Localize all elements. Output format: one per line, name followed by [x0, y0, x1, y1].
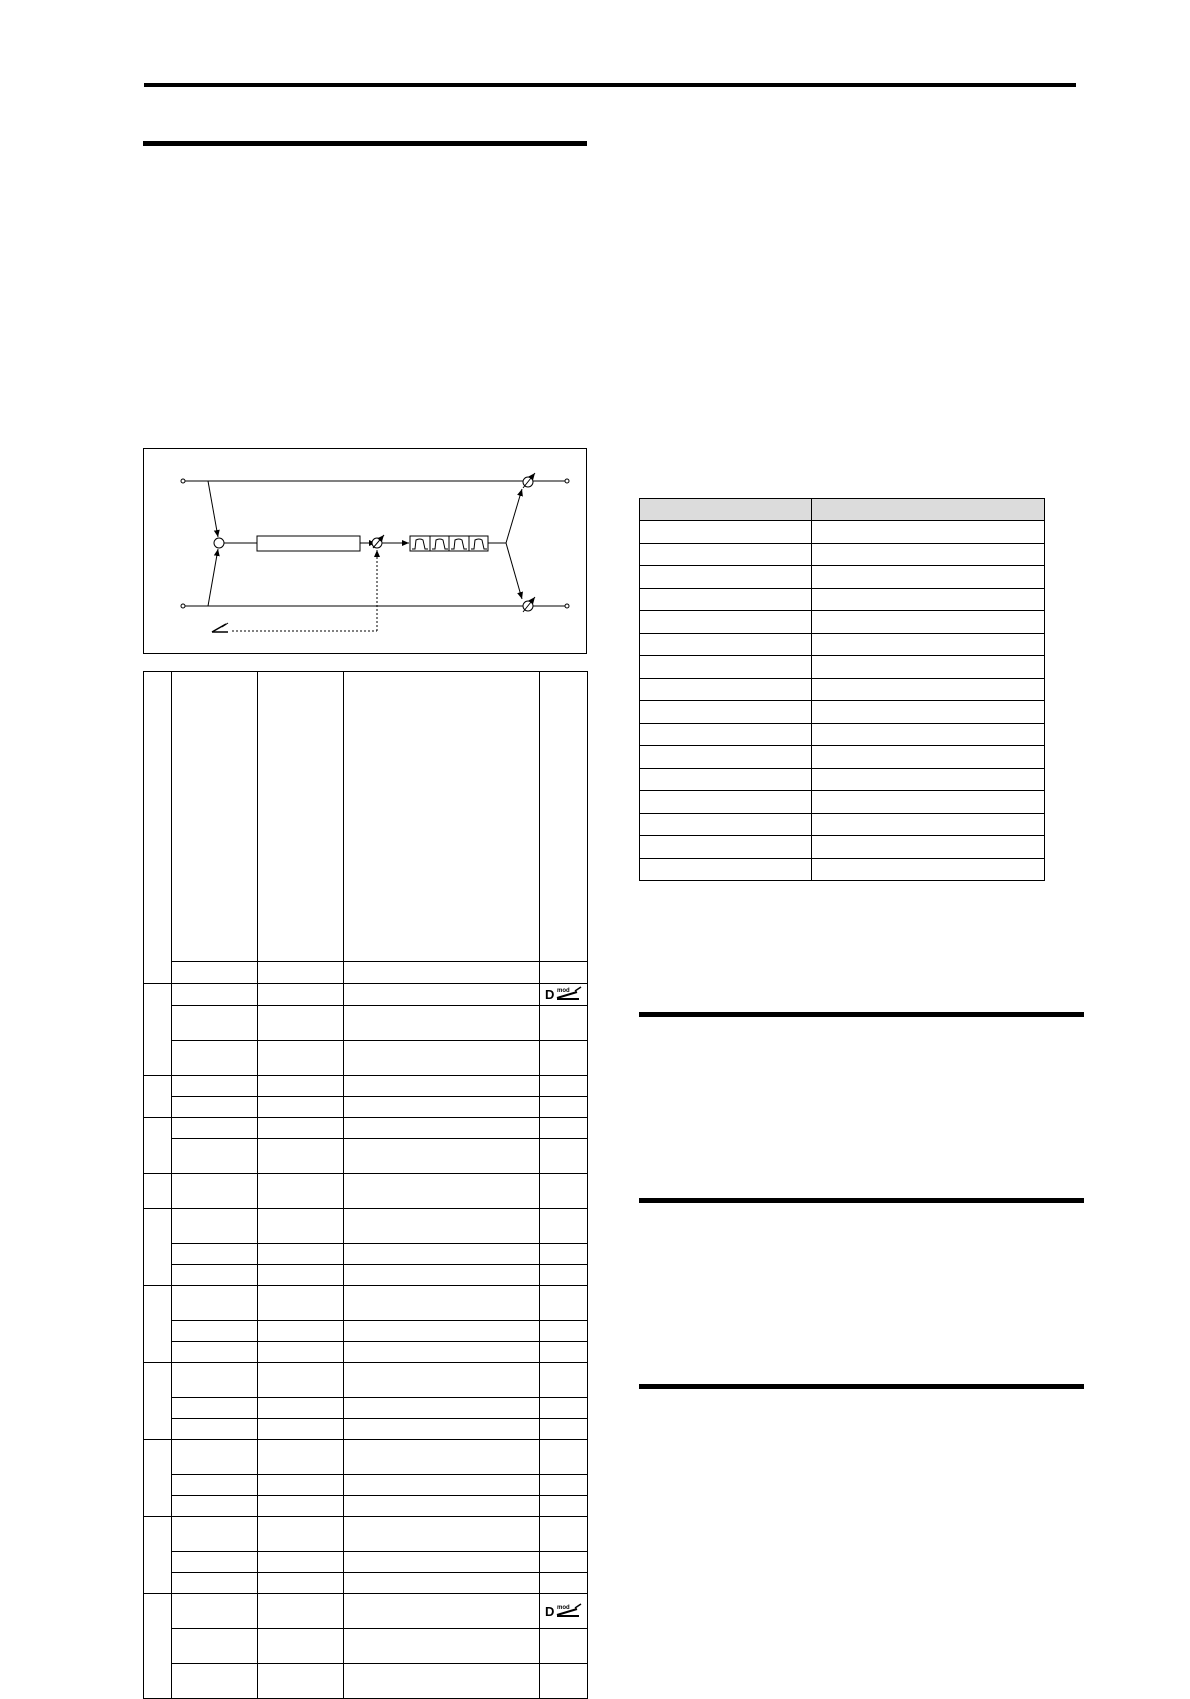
- param-desc-cell: [344, 1629, 540, 1664]
- table-row: [144, 1496, 588, 1517]
- param-name-cell: [172, 1076, 258, 1097]
- value-key-cell: [640, 633, 812, 656]
- param-mod-cell: [540, 1496, 588, 1517]
- param-name-cell: [172, 1594, 258, 1629]
- param-desc-cell: [344, 1475, 540, 1496]
- param-mod-cell: [540, 672, 588, 962]
- param-range-cell: [258, 1475, 344, 1496]
- param-range-cell: [258, 962, 344, 984]
- svg-text:mod: mod: [556, 1604, 570, 1611]
- table-row: [144, 1174, 588, 1209]
- group-cell: [144, 1076, 172, 1118]
- param-desc-cell: [344, 1664, 540, 1699]
- dmod-icon: [545, 985, 583, 1001]
- param-desc-cell: [344, 1076, 540, 1097]
- group-cell: [144, 1440, 172, 1517]
- param-name-cell: [172, 1664, 258, 1699]
- param-mod-cell: [540, 1629, 588, 1664]
- param-mod-cell: [540, 1475, 588, 1496]
- value-cell: [812, 791, 1045, 814]
- param-name-cell: [172, 1363, 258, 1398]
- param-mod-cell: [540, 1118, 588, 1139]
- value-cell: [812, 746, 1045, 769]
- value-cell: [812, 588, 1045, 611]
- table-row: [144, 672, 588, 962]
- param-range-cell: [258, 1097, 344, 1118]
- svg-text:D: D: [544, 987, 554, 1001]
- value-key-cell: [640, 858, 812, 881]
- param-mod-cell: [540, 1517, 588, 1552]
- param-name-cell: [172, 1419, 258, 1440]
- param-name-cell: [172, 1475, 258, 1496]
- table-row: [144, 1076, 588, 1097]
- param-mod-cell: [540, 1097, 588, 1118]
- value-cell: [812, 521, 1045, 544]
- param-desc-cell: [344, 1321, 540, 1342]
- value-key-cell: [640, 836, 812, 859]
- table-row: [640, 791, 1045, 814]
- table-row: [144, 1342, 588, 1363]
- table-row: [640, 701, 1045, 724]
- param-desc-cell: [344, 984, 540, 1006]
- value-cell: [812, 543, 1045, 566]
- param-range-cell: [258, 1321, 344, 1342]
- param-mod-cell: [540, 1006, 588, 1041]
- param-mod-cell: [540, 1594, 588, 1629]
- param-range-cell: [258, 1496, 344, 1517]
- param-range-cell: [258, 1573, 344, 1594]
- group-cell: [144, 1594, 172, 1699]
- param-mod-cell: [540, 1174, 588, 1209]
- table-row: [640, 858, 1045, 881]
- param-mod-cell: [540, 1573, 588, 1594]
- table-row: [144, 1398, 588, 1419]
- value-key-cell: [640, 656, 812, 679]
- table-row: [144, 1118, 588, 1139]
- param-desc-cell: [344, 1118, 540, 1139]
- table-row: [640, 543, 1045, 566]
- param-range-cell: [258, 1363, 344, 1398]
- param-name-cell: [172, 1139, 258, 1174]
- param-mod-cell: [540, 1321, 588, 1342]
- param-name-cell: [172, 1286, 258, 1321]
- param-name-cell: [172, 984, 258, 1006]
- table-row: [144, 1097, 588, 1118]
- param-desc-cell: [344, 1363, 540, 1398]
- output-l-terminal: [565, 479, 569, 483]
- param-name-cell: [172, 1244, 258, 1265]
- param-desc-cell: [344, 1573, 540, 1594]
- table-row: [144, 1440, 588, 1475]
- value-cell: [812, 723, 1045, 746]
- table-row: [640, 678, 1045, 701]
- block-diagram: [143, 448, 587, 654]
- value-cell: [812, 858, 1045, 881]
- table-row: [640, 566, 1045, 589]
- param-mod-cell: [540, 962, 588, 984]
- param-mod-cell: [540, 1664, 588, 1699]
- param-mod-cell: [540, 1265, 588, 1286]
- param-range-cell: [258, 1419, 344, 1440]
- modulation-source-icon: [212, 623, 228, 632]
- value-cell: [812, 836, 1045, 859]
- group-cell: [144, 1363, 172, 1440]
- param-range-cell: [258, 1594, 344, 1629]
- param-name-cell: [172, 1440, 258, 1475]
- group-cell: [144, 1286, 172, 1363]
- param-desc-cell: [344, 1174, 540, 1209]
- param-desc-cell: [344, 1286, 540, 1321]
- param-desc-cell: [344, 1496, 540, 1517]
- table-header-row: [640, 499, 1045, 521]
- value-cell: [812, 768, 1045, 791]
- table-row: [144, 1475, 588, 1496]
- param-range-cell: [258, 1265, 344, 1286]
- param-range-cell: [258, 1552, 344, 1573]
- param-range-cell: [258, 1139, 344, 1174]
- table-row: [144, 1006, 588, 1041]
- param-desc-cell: [344, 1517, 540, 1552]
- section-heading-rule: [143, 141, 587, 146]
- param-range-cell: [258, 1342, 344, 1363]
- param-desc-cell: [344, 1139, 540, 1174]
- param-desc-cell: [344, 1440, 540, 1475]
- value-key-cell: [640, 701, 812, 724]
- table-row: [144, 1363, 588, 1398]
- section-heading-rule: [639, 1384, 1084, 1389]
- summing-node: [214, 538, 224, 548]
- param-range-cell: [258, 1118, 344, 1139]
- section-heading-rule: [639, 1012, 1084, 1017]
- param-name-cell: [172, 962, 258, 984]
- svg-text:mod: mod: [556, 988, 570, 994]
- group-cell: [144, 1174, 172, 1209]
- effect-block: [257, 536, 360, 551]
- param-mod-cell: [540, 1076, 588, 1097]
- param-name-cell: [172, 1209, 258, 1244]
- param-range-cell: [258, 1244, 344, 1265]
- param-mod-cell: [540, 1041, 588, 1076]
- table-row: [144, 1552, 588, 1573]
- table-row: [640, 611, 1045, 634]
- param-desc-cell: [344, 1244, 540, 1265]
- value-key-cell: [640, 768, 812, 791]
- param-desc-cell: [344, 1419, 540, 1440]
- param-range-cell: [258, 1664, 344, 1699]
- param-desc-cell: [344, 1041, 540, 1076]
- param-range-cell: [258, 1041, 344, 1076]
- param-mod-cell: [540, 1363, 588, 1398]
- param-range-cell: [258, 1209, 344, 1244]
- param-range-cell: [258, 1629, 344, 1664]
- param-desc-cell: [344, 1398, 540, 1419]
- value-key-cell: [640, 543, 812, 566]
- group-cell: [144, 1209, 172, 1286]
- param-mod-cell: [540, 1419, 588, 1440]
- param-name-cell: [172, 1398, 258, 1419]
- input-r-terminal: [181, 604, 185, 608]
- param-desc-cell: [344, 1097, 540, 1118]
- table-row: [144, 962, 588, 984]
- param-desc-cell: [344, 1342, 540, 1363]
- param-name-cell: [172, 1552, 258, 1573]
- group-cell: [144, 984, 172, 1076]
- table-row: [640, 723, 1045, 746]
- table-row: [144, 1286, 588, 1321]
- value-cell: [812, 813, 1045, 836]
- param-mod-cell: [540, 1139, 588, 1174]
- table-row: [144, 1265, 588, 1286]
- dmod-icon: [545, 1602, 583, 1618]
- param-range-cell: [258, 1398, 344, 1419]
- param-mod-cell: [540, 1286, 588, 1321]
- table-row: [640, 633, 1045, 656]
- value-key-cell: [640, 813, 812, 836]
- table-row: [640, 768, 1045, 791]
- param-desc-cell: [344, 1552, 540, 1573]
- table-row: [144, 1419, 588, 1440]
- value-key-cell: [640, 521, 812, 544]
- param-name-cell: [172, 1265, 258, 1286]
- param-desc-cell: [344, 962, 540, 984]
- table-row: [144, 1573, 588, 1594]
- param-name-cell: [172, 1517, 258, 1552]
- param-desc-cell: [344, 1594, 540, 1629]
- param-name-cell: [172, 1342, 258, 1363]
- table-row: [640, 588, 1045, 611]
- table-row: [144, 1041, 588, 1076]
- table-row: [144, 1321, 588, 1342]
- group-cell: [144, 1517, 172, 1594]
- value-cell: [812, 633, 1045, 656]
- param-desc-cell: [344, 1006, 540, 1041]
- column-header: [640, 499, 812, 521]
- page-header-rule: [144, 83, 1076, 87]
- param-name-cell: [172, 1006, 258, 1041]
- value-cell: [812, 566, 1045, 589]
- value-key-cell: [640, 588, 812, 611]
- param-desc-cell: [344, 672, 540, 962]
- value-table: [639, 498, 1045, 881]
- column-header: [812, 499, 1045, 521]
- table-row: [640, 521, 1045, 544]
- section-heading-rule: [639, 1198, 1084, 1203]
- filter-bank: [410, 536, 488, 551]
- table-row: [144, 1209, 588, 1244]
- param-name-cell: [172, 1629, 258, 1664]
- signal-flow-svg: [144, 449, 588, 655]
- table-row: [640, 813, 1045, 836]
- param-mod-cell: [540, 1398, 588, 1419]
- param-name-cell: [172, 1041, 258, 1076]
- param-range-cell: [258, 1174, 344, 1209]
- table-row: [144, 1594, 588, 1629]
- param-range-cell: [258, 1286, 344, 1321]
- table-row: [144, 1244, 588, 1265]
- table-row: [144, 984, 588, 1006]
- value-key-cell: [640, 723, 812, 746]
- param-range-cell: [258, 1440, 344, 1475]
- table-row: [640, 656, 1045, 679]
- param-name-cell: [172, 672, 258, 962]
- param-name-cell: [172, 1496, 258, 1517]
- param-mod-cell: [540, 984, 588, 1006]
- param-range-cell: [258, 1076, 344, 1097]
- value-key-cell: [640, 746, 812, 769]
- value-cell: [812, 701, 1045, 724]
- param-range-cell: [258, 984, 344, 1006]
- param-name-cell: [172, 1174, 258, 1209]
- param-range-cell: [258, 1517, 344, 1552]
- value-key-cell: [640, 678, 812, 701]
- table-row: [144, 1517, 588, 1552]
- table-row: [640, 746, 1045, 769]
- param-range-cell: [258, 1006, 344, 1041]
- param-mod-cell: [540, 1440, 588, 1475]
- param-mod-cell: [540, 1552, 588, 1573]
- table-row: [144, 1139, 588, 1174]
- parameter-table: [143, 671, 588, 1699]
- group-cell: [144, 1118, 172, 1174]
- output-r-terminal: [565, 604, 569, 608]
- value-cell: [812, 611, 1045, 634]
- param-name-cell: [172, 1097, 258, 1118]
- value-cell: [812, 678, 1045, 701]
- param-name-cell: [172, 1118, 258, 1139]
- input-l-terminal: [181, 479, 185, 483]
- svg-text:D: D: [544, 1603, 554, 1618]
- value-key-cell: [640, 611, 812, 634]
- param-name-cell: [172, 1573, 258, 1594]
- value-key-cell: [640, 791, 812, 814]
- param-desc-cell: [344, 1209, 540, 1244]
- param-name-cell: [172, 1321, 258, 1342]
- value-cell: [812, 656, 1045, 679]
- group-cell: [144, 672, 172, 984]
- param-range-cell: [258, 672, 344, 962]
- table-row: [640, 836, 1045, 859]
- table-row: [144, 1629, 588, 1664]
- param-mod-cell: [540, 1209, 588, 1244]
- param-mod-cell: [540, 1342, 588, 1363]
- table-row: [144, 1664, 588, 1699]
- param-desc-cell: [344, 1265, 540, 1286]
- value-key-cell: [640, 566, 812, 589]
- param-mod-cell: [540, 1244, 588, 1265]
